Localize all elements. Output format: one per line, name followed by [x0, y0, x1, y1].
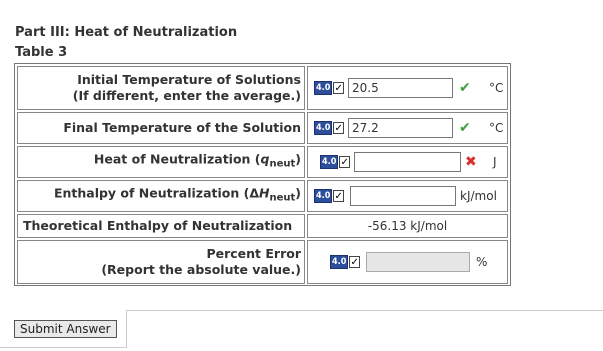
table-title: Table 3 [15, 45, 68, 60]
label-text [54, 186, 301, 207]
label-main: Enthalpy of Neutralization (Δ [53, 185, 259, 201]
label-subscript: neut [269, 192, 296, 204]
label-text [63, 120, 301, 136]
unit-label: °C [489, 81, 504, 95]
table-row-enthalpy-neut [17, 180, 508, 212]
final-temp-input[interactable]: 27.2 [348, 118, 453, 138]
badge-number: 4.0 [316, 83, 331, 93]
label-end: ) [295, 151, 301, 167]
label-text [101, 246, 301, 278]
value-cell [307, 146, 508, 178]
label-cell [17, 180, 305, 212]
label-line1: Initial Temperature of Solutions [77, 72, 301, 87]
label-cell [17, 240, 305, 284]
label-cell [17, 112, 305, 144]
footer-divider [126, 310, 603, 311]
label-cell [17, 214, 305, 238]
table-row-initial-temp [17, 66, 508, 110]
label-subscript: neut [269, 158, 296, 170]
label-text [94, 152, 301, 173]
unit-label: kJ/mol [460, 189, 497, 203]
label-line2: (Report the absolute value.) [101, 262, 301, 277]
value-cell [307, 66, 508, 110]
label-cell [17, 66, 305, 110]
results-table [14, 63, 511, 286]
version-badge[interactable] [320, 155, 350, 169]
table-row-final-temp [17, 112, 508, 144]
version-badge[interactable] [314, 121, 344, 135]
unit-label: °C [489, 121, 504, 135]
label-text [23, 218, 292, 234]
badge-number: 4.0 [332, 257, 347, 267]
label-text [73, 72, 301, 104]
enthalpy-neut-input[interactable] [350, 186, 456, 206]
label-line1: Theoretical Enthalpy of Neutralization [23, 218, 293, 233]
footer-divider-vertical [126, 310, 127, 348]
theoretical-value: -56.13 kJ/mol [367, 219, 448, 233]
badge-number: 4.0 [316, 123, 331, 133]
badge-number: 4.0 [316, 191, 331, 201]
badge-check-icon: ✓ [350, 256, 359, 268]
badge-check-icon: ✓ [334, 190, 343, 202]
unit-label: J [493, 155, 497, 169]
label-end: ) [295, 185, 301, 201]
submit-answer-button[interactable]: Submit Answer [14, 320, 117, 338]
correct-check-icon: ✔ [459, 80, 471, 96]
incorrect-x-icon: ✖ [465, 154, 477, 170]
label-line1: Final Temperature of the Solution [63, 120, 301, 135]
value-cell [307, 180, 508, 212]
version-badge[interactable] [314, 81, 344, 95]
percent-error-input[interactable] [366, 252, 470, 272]
label-cell [17, 146, 305, 178]
part-title: Part III: Heat of Neutralization [15, 25, 238, 40]
label-symbol: H [259, 185, 270, 201]
label-symbol: q [260, 151, 270, 167]
version-badge[interactable] [314, 189, 344, 203]
badge-check-icon: ✓ [334, 82, 343, 94]
table-row-percent-error [17, 240, 508, 284]
badge-check-icon: ✓ [334, 122, 343, 134]
version-badge[interactable] [330, 255, 360, 269]
footer-divider-bottom [0, 347, 126, 348]
initial-temp-input[interactable]: 20.5 [348, 78, 453, 98]
label-main: Heat of Neutralization ( [93, 151, 261, 167]
badge-number: 4.0 [322, 157, 337, 167]
table-row-theoretical [17, 214, 508, 238]
value-cell [307, 112, 508, 144]
heat-neut-input[interactable] [354, 152, 461, 172]
label-line2: (If different, enter the average.) [72, 88, 301, 103]
value-cell [307, 214, 508, 238]
label-line1: Percent Error [206, 246, 301, 261]
correct-check-icon: ✔ [459, 120, 471, 136]
table-row-heat-neut [17, 146, 508, 178]
value-cell [307, 240, 508, 284]
unit-label: % [476, 255, 488, 269]
badge-check-icon: ✓ [340, 156, 349, 168]
